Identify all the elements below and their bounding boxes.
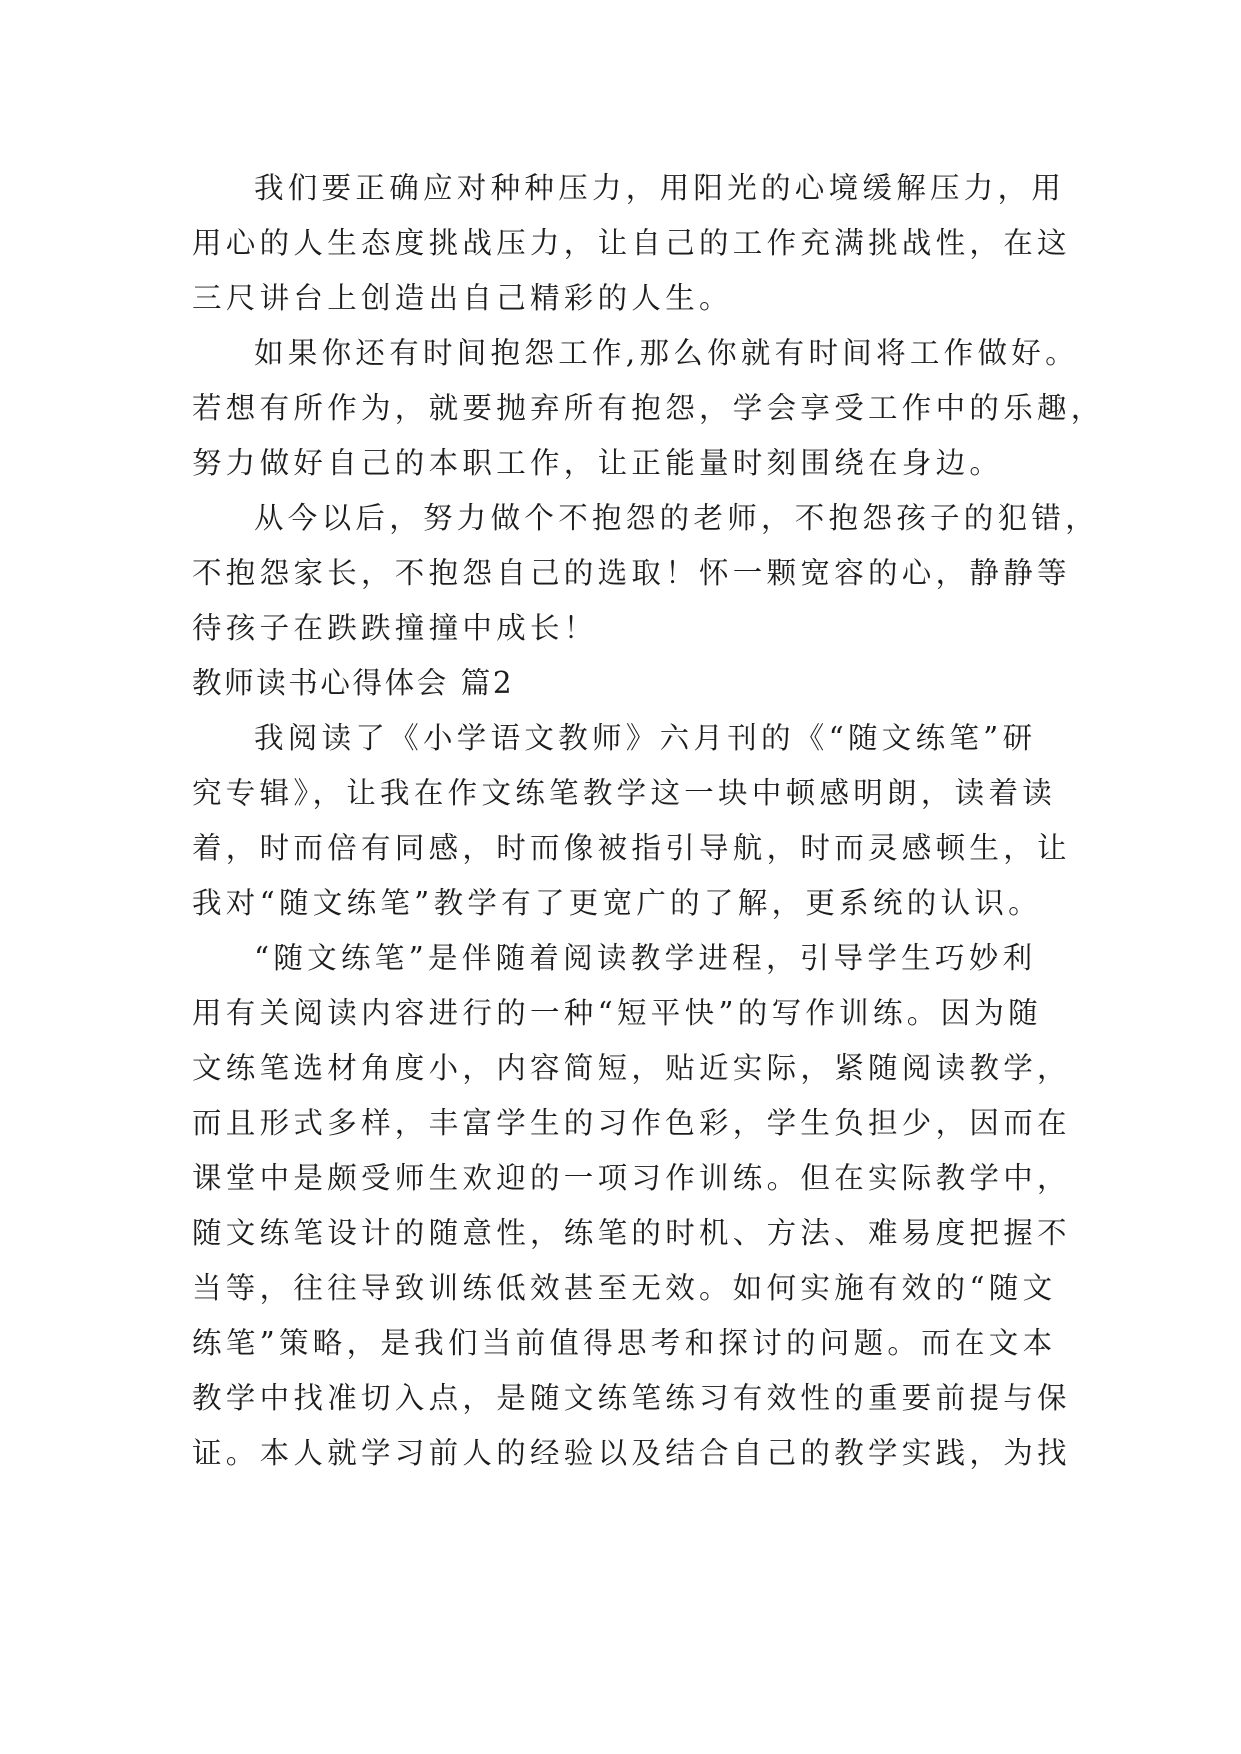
section-heading: 教师读书心得体会 篇2 — [192, 666, 515, 700]
text-line: 而且形式多样，丰富学生的习作色彩，学生负担少，因而在 — [192, 1106, 1071, 1140]
text-line: 用心的人生态度挑战压力，让自己的工作充满挑战性，在这 — [192, 226, 1071, 260]
text-line: 教学中找准切入点，是随文练笔练习有效性的重要前提与保 — [192, 1381, 1071, 1415]
text-line: 努力做好自己的本职工作，让正能量时刻围绕在身边。 — [192, 446, 1004, 480]
text-line: 我对“随文练笔”教学有了更宽广的了解，更系统的认识。 — [192, 886, 1042, 920]
text-line: 着，时而倍有同感，时而像被指引导航，时而灵感顿生，让 — [192, 831, 1071, 865]
text-line: 我阅读了《小学语文教师》六月刊的《“随文练笔”研 — [254, 721, 1037, 755]
text-line: 用有关阅读内容进行的一种“短平快”的写作训练。因为随 — [192, 996, 1042, 1030]
text-line: 如果你还有时间抱怨工作,那么你就有时间将工作做好。 — [254, 336, 1079, 370]
text-line: 文练笔选材角度小，内容简短，贴近实际，紧随阅读教学， — [192, 1051, 1071, 1085]
text-line: 练笔”策略，是我们当前值得思考和探讨的问题。而在文本 — [192, 1326, 1057, 1360]
text-line: 待孩子在跌跌撞撞中成长！ — [192, 611, 598, 645]
text-line: 究专辑》，让我在作文练笔教学这一块中顿感明朗，读着读 — [192, 776, 1057, 810]
text-line: 我们要正确应对种种压力，用阳光的心境缓解压力，用 — [254, 171, 1066, 205]
text-line: 三尺讲台上创造出自己精彩的人生。 — [192, 281, 733, 315]
text-line: 课堂中是颇受师生欢迎的一项习作训练。但在实际教学中， — [192, 1161, 1071, 1195]
text-line: 从今以后，努力做个不抱怨的老师，不抱怨孩子的犯错， — [254, 501, 1100, 535]
text-line: 随文练笔设计的随意性，练笔的时机、方法、难易度把握不 — [192, 1216, 1071, 1250]
text-line: 当等，往往导致训练低效甚至无效。如何实施有效的“随文 — [192, 1271, 1057, 1305]
text-line: 若想有所作为，就要抛弃所有抱怨，学会享受工作中的乐趣， — [192, 391, 1105, 425]
text-line: “随文练笔”是伴随着阅读教学进程，引导学生巧妙利 — [254, 941, 1037, 975]
text-line: 不抱怨家长，不抱怨自己的选取！怀一颗宽容的心，静静等 — [192, 556, 1071, 590]
text-line: 证。本人就学习前人的经验以及结合自己的教学实践，为找 — [192, 1436, 1071, 1470]
